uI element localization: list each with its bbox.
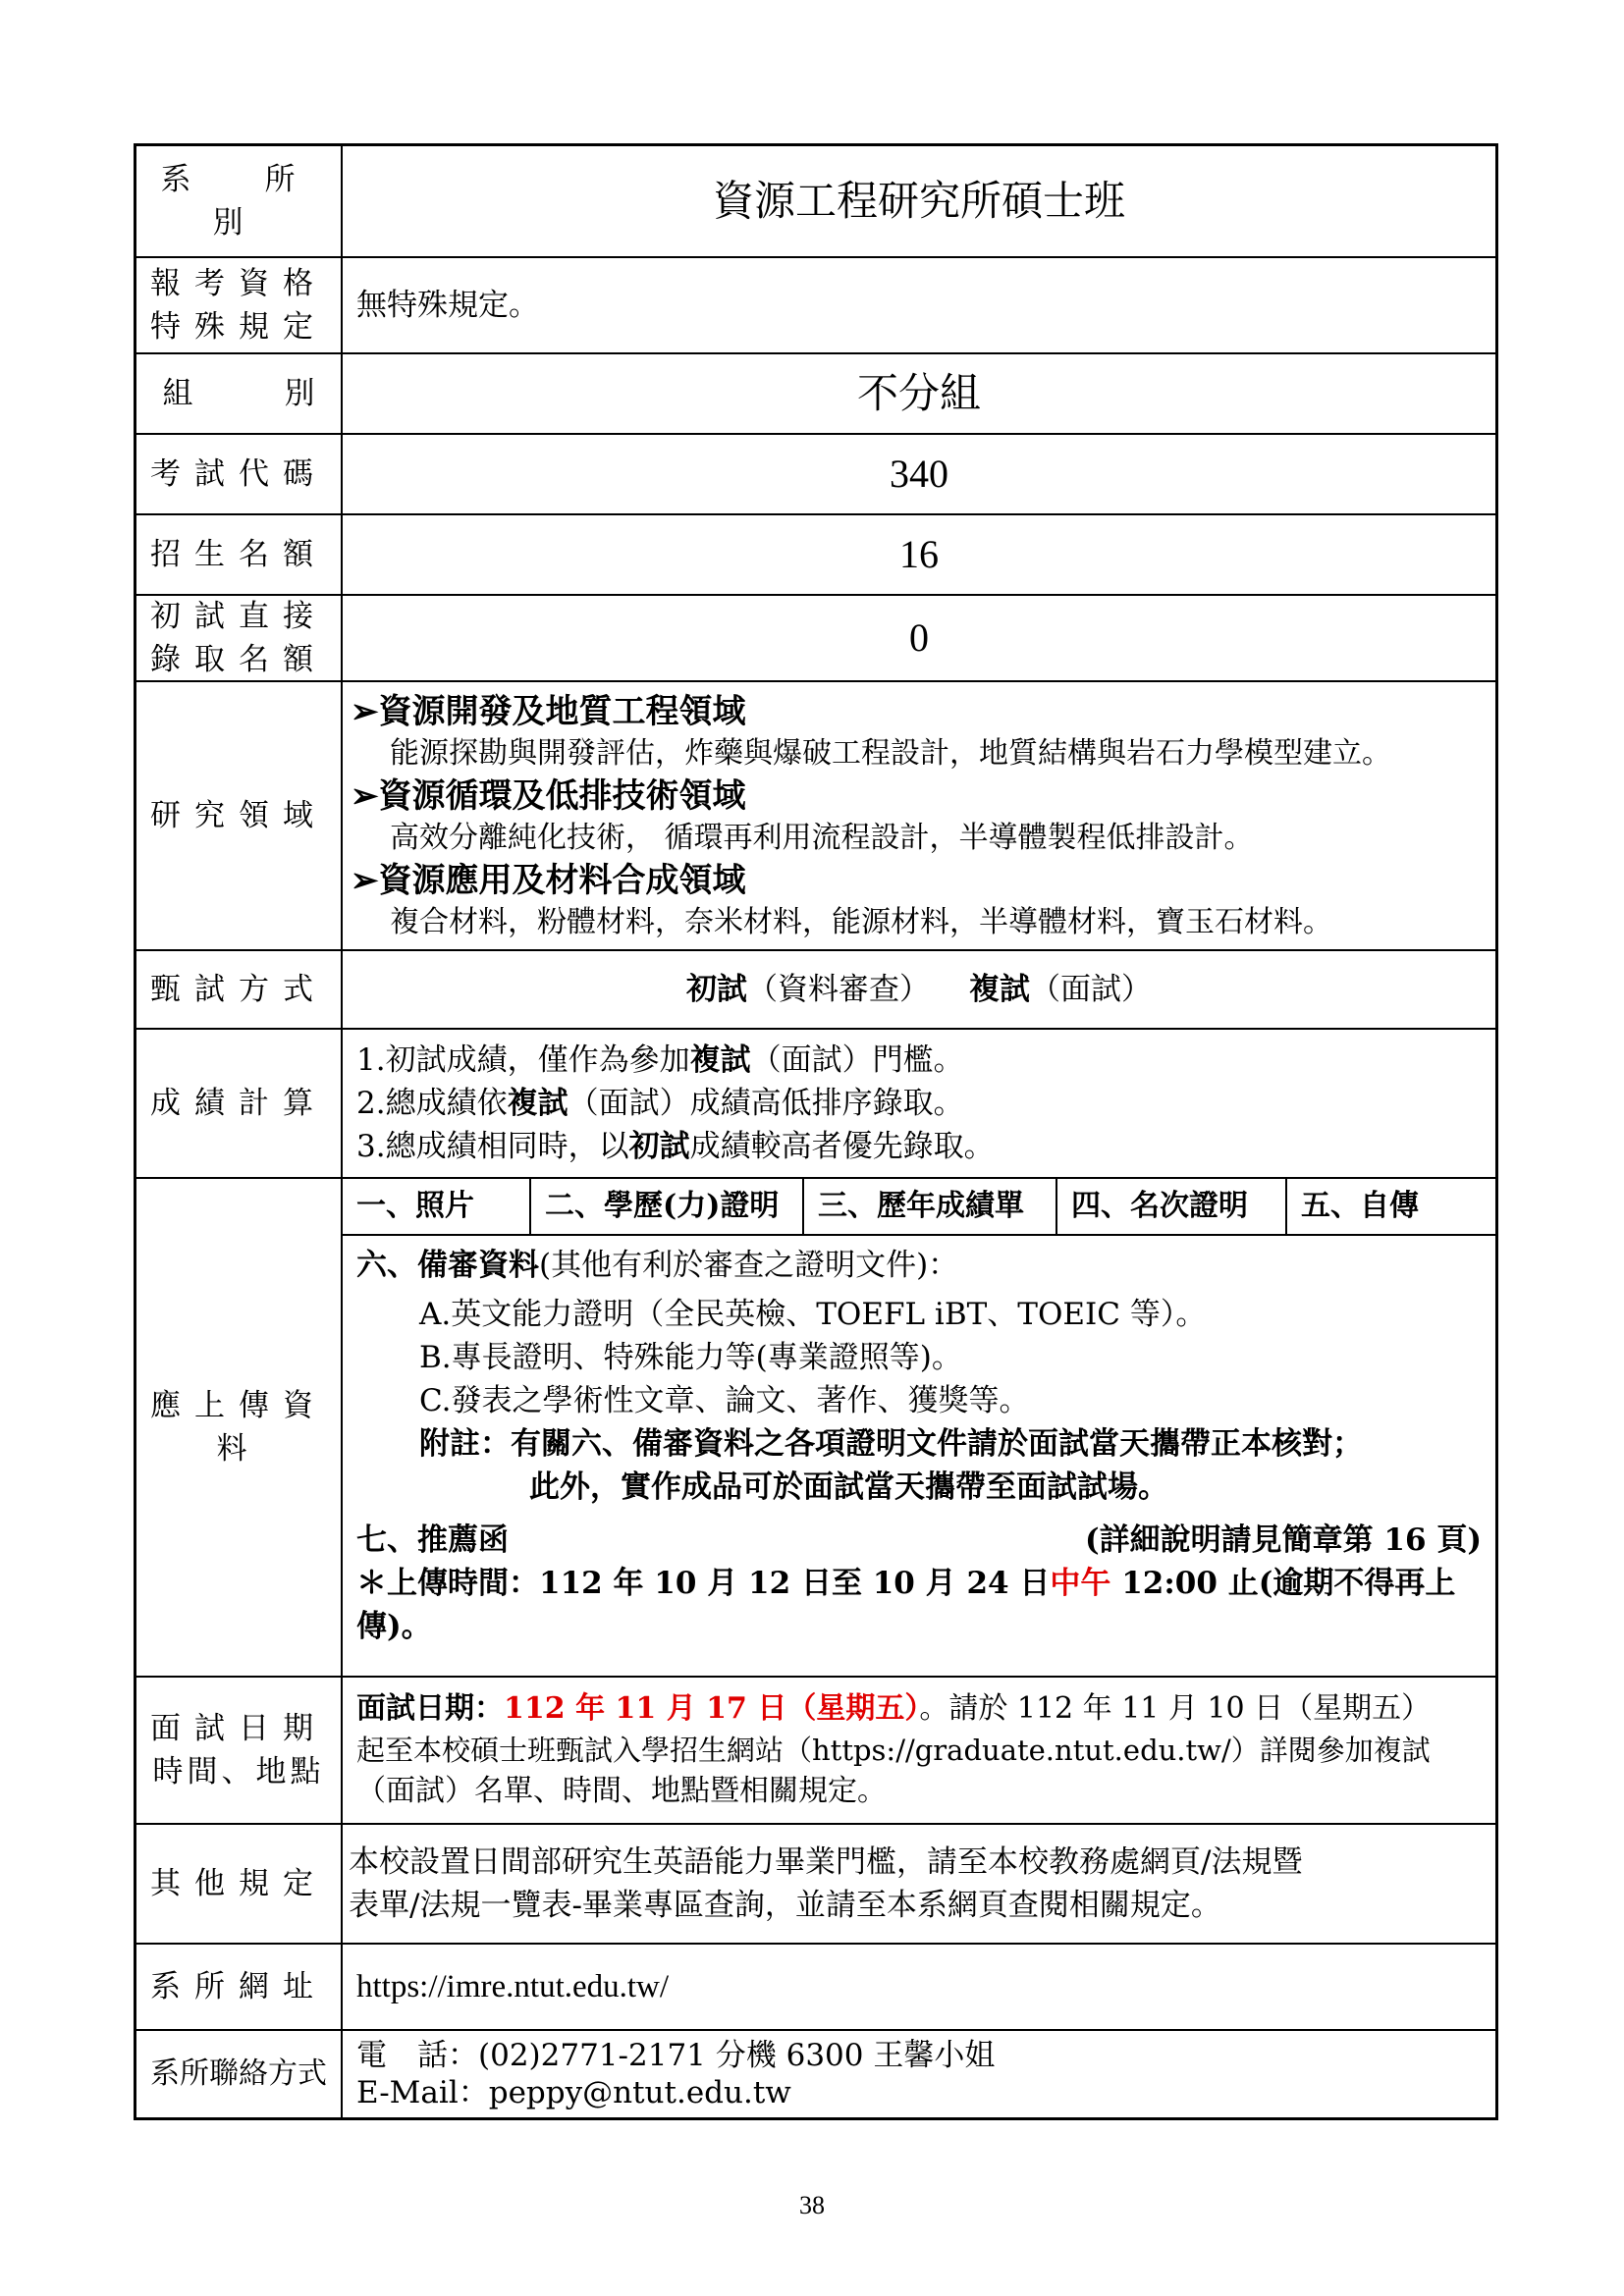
research-areas-label: 研究領域 xyxy=(136,682,343,949)
research-area-title: ➢資源開發及地質工程領域 xyxy=(351,692,746,731)
upload-documents-value xyxy=(343,1179,1495,1676)
score-calculation-label: 成績計算 xyxy=(136,1030,343,1177)
interview-value: 面試日期：112 年 11 月 17 日（星期五）。請於 112 年 11 月 10 日（星期五） 起至本校碩士班甄試入學招生網站（https://graduate.ntut.edu.tw/）詳閱參加複試 （面試）名單、時間、地點暨相關規定。 xyxy=(356,1691,1432,1808)
special-rules-value: 無特殊規定。 xyxy=(356,288,539,323)
row-website xyxy=(136,1943,1495,2029)
contact-label: 系所聯絡方式 xyxy=(136,2031,343,2117)
supplementary-item: A.英文能力證明（全民英檢、TOEFL iBT、TOEIC 等）。 xyxy=(419,1297,1207,1332)
score-rule: 2.總成績依複試（面試）成績高低排序錄取。 xyxy=(356,1086,964,1121)
required-documents-grid xyxy=(343,1179,1495,1236)
row-research-areas xyxy=(136,680,1495,949)
supplementary-items xyxy=(356,1293,1482,1422)
row-other-rules xyxy=(136,1823,1495,1943)
contact-phone: 電 話：(02)2771-2171 分機 6300 王馨小姐 xyxy=(356,2038,996,2073)
recommendation-reference: (詳細說明請見簡章第 16 頁) xyxy=(1084,1522,1482,1558)
recommendation-row xyxy=(356,1519,1482,1562)
exam-code-value: 340 xyxy=(890,452,948,496)
special-rules-label: 報考資格 特殊規定 xyxy=(136,258,343,352)
research-area-title: ➢資源應用及材料合成領域 xyxy=(351,861,746,900)
row-direct-admission xyxy=(136,594,1495,680)
other-rules-value: 本校設置日間部研究生英語能力畢業門檻，請至本校教務處網頁/法規暨 表單/法規一覽表-畢業專區查詢，並請至本系網頁查閱相關規定。 xyxy=(349,1844,1303,1923)
research-area-title: ➢資源循環及低排技術領域 xyxy=(351,776,746,816)
contact-email[interactable]: E-Mail：peppy@ntut.edu.tw xyxy=(356,2075,791,2110)
direct-admission-value: 0 xyxy=(909,615,929,660)
document-cell: 五、自傳 xyxy=(1301,1189,1419,1223)
row-interview xyxy=(136,1676,1495,1823)
supplementary-item: C.發表之學術性文章、論文、著作、獲獎等。 xyxy=(419,1383,1030,1418)
exam-method-label: 甄試方式 xyxy=(136,951,343,1028)
row-score-calculation xyxy=(136,1028,1495,1177)
document-cell: 二、學歷(力)證明 xyxy=(531,1179,804,1234)
supplementary-item: B.專長證明、特殊能力等(專業證照等)。 xyxy=(419,1340,962,1375)
score-calculation-value xyxy=(343,1030,1495,1177)
row-exam-code xyxy=(136,433,1495,513)
row-exam-method xyxy=(136,949,1495,1028)
supplementary-heading: 六、備審資料(其他有利於審查之證明文件)： xyxy=(356,1248,959,1283)
document-cell: 一、照片 xyxy=(343,1179,531,1234)
upload-deadline: ＊上傳時間：112 年 10 月 12 日至 10 月 24 日中午 12:00 止(逾期不得再上傳)。 xyxy=(356,1566,1456,1644)
document-cell: 四、名次證明 xyxy=(1057,1179,1287,1234)
department-label: 系 所 別 xyxy=(136,146,343,256)
quota-value: 16 xyxy=(899,532,939,576)
department-value: 資源工程研究所碩士班 xyxy=(712,177,1125,225)
exam-method-value: 初試 （資料審查） 複試 （面試） xyxy=(686,972,1152,1007)
research-area-desc: 高效分離純化技術， 循環再利用流程設計，半導體製程低排設計。 xyxy=(390,821,1254,855)
row-special-rules xyxy=(136,256,1495,352)
score-rule: 3.總成績相同時，以初試成績較高者優先錄取。 xyxy=(356,1129,995,1164)
quota-label: 招生名額 xyxy=(136,515,343,594)
direct-admission-label: 初試直接 錄取名額 xyxy=(136,596,343,680)
research-area-desc: 能源探勘與開發評估，炸藥與爆破工程設計，地質結構與岩石力學模型建立。 xyxy=(390,736,1391,771)
group-value: 不分組 xyxy=(856,369,981,417)
row-contact xyxy=(136,2029,1495,2117)
row-quota xyxy=(136,513,1495,594)
other-rules-label: 其他規定 xyxy=(136,1825,343,1943)
row-group xyxy=(136,352,1495,433)
row-department xyxy=(136,146,1495,256)
research-area-desc: 複合材料，粉體材料，奈米材料，能源材料，半導體材料，寶玉石材料。 xyxy=(390,905,1332,939)
row-upload-documents xyxy=(136,1177,1495,1676)
upload-note: 附註：有關六、備審資料之各項證明文件請於面試當天攜帶正本核對； 此外，實作成品可於面試當天攜帶至面試試場。 xyxy=(419,1426,1363,1505)
document-cell: 三、歷年成績單 xyxy=(804,1179,1057,1234)
admission-table xyxy=(134,143,1498,2120)
recommendation-heading: 七、推薦函 xyxy=(356,1522,509,1558)
website-value xyxy=(343,1945,1495,2029)
page-number: 38 xyxy=(799,2191,825,2219)
research-areas-value xyxy=(343,682,1495,949)
contact-value xyxy=(343,2031,1495,2117)
score-rule: 1.初試成績，僅作為參加複試（面試）門檻。 xyxy=(356,1042,964,1078)
exam-code-label: 考試代碼 xyxy=(136,435,343,513)
upload-documents-label: 應上傳資料 xyxy=(136,1179,343,1676)
group-label: 組 別 xyxy=(136,354,343,433)
website-label: 系所網址 xyxy=(136,1945,343,2029)
interview-label: 面試日期 時間、地點 xyxy=(136,1678,343,1823)
website-link[interactable]: https://imre.ntut.edu.tw/ xyxy=(356,1969,670,2004)
